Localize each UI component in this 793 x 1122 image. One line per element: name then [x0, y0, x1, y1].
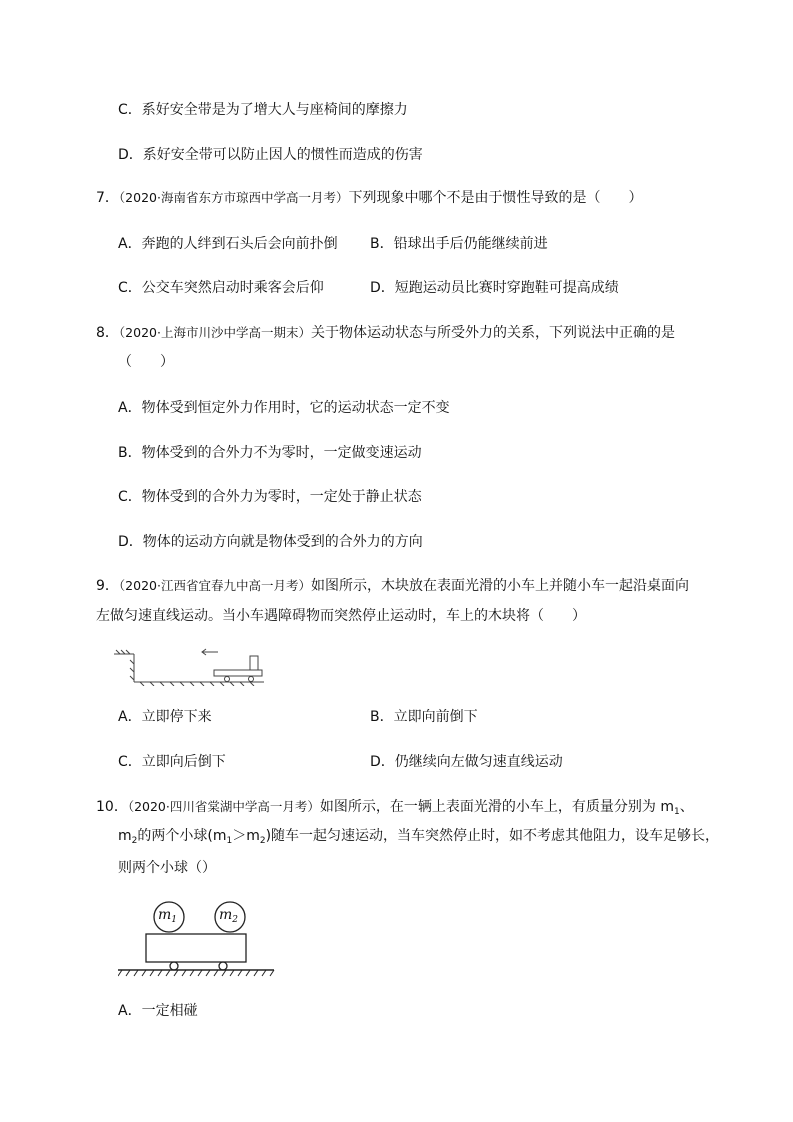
q8-stem-line: [96, 323, 675, 343]
q9-stem-line: [96, 576, 689, 596]
q9-option-c: C．立即向后倒下: [118, 754, 226, 770]
q10-wheel-left: [170, 962, 178, 970]
q10-line2-sub-a: 1: [226, 836, 233, 846]
q9-cart-figure: [114, 646, 274, 686]
q9-stem: 如图所示，木块放在表面光滑的小车上并随小车一起沿桌面向: [310, 578, 689, 594]
q9-cart-body: [214, 670, 262, 676]
q7-number: 7．: [96, 190, 119, 206]
q10-stem-line3: 则两个小球（）: [118, 860, 216, 876]
q10-line2-a: 的两个小球(m: [137, 828, 227, 844]
q10-line2-sub-b: 2: [259, 836, 266, 846]
q8-source: （2020·上海市川沙中学高一期末）: [118, 325, 311, 340]
q8-stem: 关于物体运动状态与所受外力的关系，下列说法中正确的是: [310, 325, 675, 341]
q8-option-c: C．物体受到的合外力为零时，一定处于静止状态: [118, 489, 422, 505]
q9-number: 9．: [96, 578, 119, 594]
q8-option-b: B．物体受到的合外力不为零时，一定做变速运动: [118, 445, 422, 461]
q9-option-b: B．立即向前倒下: [370, 709, 478, 725]
q10-cart-figure: [118, 898, 278, 978]
q10-line2-c: )随车一起匀速运动，当车突然停止时，如不考虑其他阻力，设车足够长，: [265, 828, 720, 844]
q8-stem-cont: （ ）: [118, 354, 174, 370]
q7-source: （2020·海南省东方市琼西中学高一月考）: [118, 190, 349, 205]
q10-cart-body: [146, 934, 246, 962]
q10-option-a: A．一定相碰: [118, 1003, 198, 1019]
q9-cart-wheel: [249, 677, 254, 682]
q10-source: （2020·四川省棠湖中学高一月考）: [127, 799, 320, 814]
q10-line2-b: ＞m: [232, 828, 260, 844]
q9-source: （2020·江西省宜春九中高一月考）: [118, 578, 311, 593]
q8-option-d: D．物体的运动方向就是物体受到的合外力的方向: [118, 534, 423, 550]
q8-number: 8．: [96, 325, 119, 341]
q10-stem-line: [96, 797, 694, 817]
q10-m1-sub: 1: [673, 807, 680, 817]
q10-m2-sub: 2: [131, 836, 138, 846]
q6-option-c: C．系好安全带是为了增大人与座椅间的摩擦力: [118, 102, 408, 118]
q7-option-b: B．铅球出手后仍能继续前进: [370, 236, 548, 252]
q9-option-a: A．立即停下来: [118, 709, 212, 725]
q10-m-symbol: m: [118, 828, 132, 844]
q7-option-d: D．短跑运动员比赛时穿跑鞋可提高成绩: [370, 280, 619, 296]
q10-ball2-label: [219, 907, 238, 923]
q10-stem-line2: [118, 826, 719, 846]
q7-stem: 下列现象中哪个不是由于惯性导致的是（ ）: [348, 190, 643, 206]
q9-option-d: D．仍继续向左做匀速直线运动: [370, 754, 563, 770]
q9-cart-wheel: [225, 677, 230, 682]
q9-stem-cont: 左做匀速直线运动。当小车遇障碍物而突然停止运动时，车上的木块将（ ）: [96, 608, 586, 624]
q7-option-c: C．公交车突然启动时乘客会后仰: [118, 280, 324, 296]
q9-wood-block: [250, 656, 258, 670]
q10-stem-tail: 、: [679, 799, 694, 815]
q9-hatching: [116, 650, 254, 686]
q10-ball2-m: m: [219, 907, 233, 923]
q10-stem: 如图所示，在一辆上表面光滑的小车上，有质量分别为 m: [319, 799, 674, 815]
q8-option-a: A．物体受到恒定外力作用时，它的运动状态一定不变: [118, 400, 450, 416]
q10-ball1-label: [158, 907, 177, 923]
q10-ball1-m: m: [158, 907, 172, 923]
q7-stem-line: [96, 188, 642, 208]
q10-ball1-sub: 1: [171, 915, 178, 925]
q10-ball2-sub: 2: [232, 915, 239, 925]
q10-wheel-right: [219, 962, 227, 970]
q7-option-a: A．奔跑的人绊到石头后会向前扑倒: [118, 236, 338, 252]
q10-number: 10．: [96, 799, 128, 815]
q6-option-d: D．系好安全带可以防止因人的惯性而造成的伤害: [118, 147, 423, 163]
